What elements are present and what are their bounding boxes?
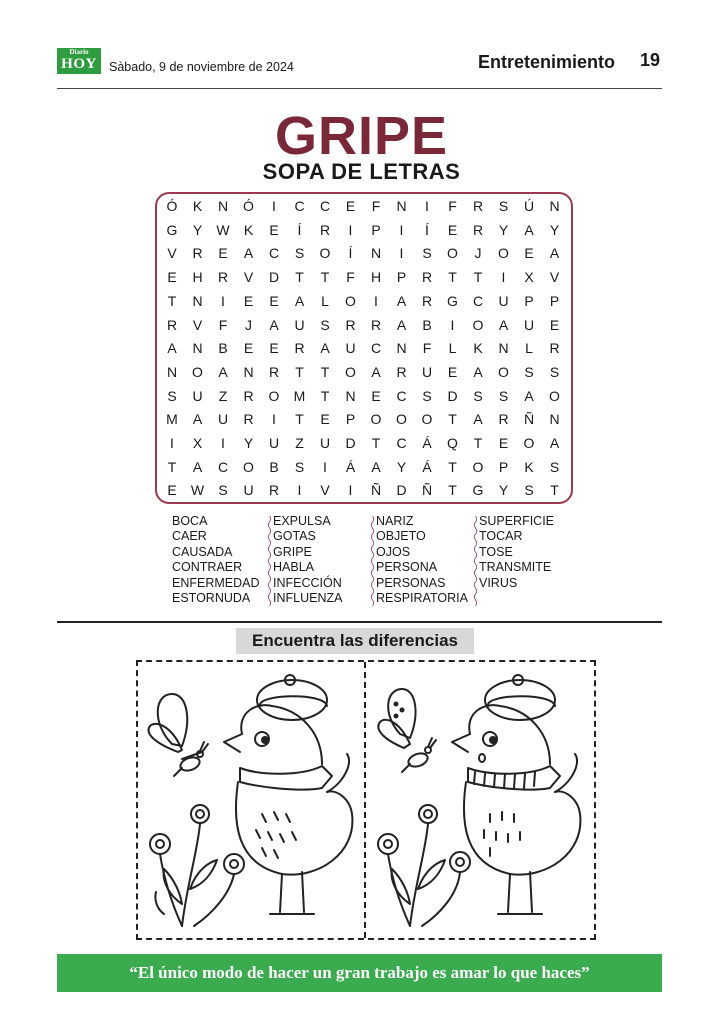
grid-letter: Y [243, 435, 254, 451]
grid-letter: E [498, 435, 509, 451]
grid-letter: C [370, 340, 382, 357]
grid-letter: E [269, 292, 279, 309]
grid-letter: Ú [523, 198, 535, 214]
grid-letter: R [294, 340, 305, 357]
grid-row [162, 407, 562, 431]
grid-letter: F [346, 269, 355, 286]
grid-letter: U [498, 292, 509, 309]
grid-letter: Í [348, 245, 353, 262]
grid-letter: P [498, 458, 509, 475]
grid-letter: T [448, 458, 457, 475]
grid-letter: N [498, 340, 509, 357]
grid-letter: A [192, 458, 203, 475]
word-list-item: INFLUENZA [273, 590, 343, 605]
grid-letter: E [269, 340, 279, 357]
grid-letter: A [320, 340, 330, 357]
word-list-item: TOSE [479, 544, 513, 559]
grid-letter: K [192, 198, 203, 214]
word-list-column-4 [479, 514, 554, 591]
grid-letter: E [371, 387, 381, 404]
grid-letter: I [399, 221, 404, 238]
grid-letter: V [549, 269, 560, 286]
flower-icon [378, 805, 470, 926]
grid-letter: E [320, 411, 330, 428]
grid-letter: F [218, 316, 228, 333]
word-list-item: HABLA [273, 560, 314, 575]
grid-letter: E [447, 363, 458, 380]
grid-letter: V [320, 482, 330, 499]
grid-letter: O [498, 363, 509, 380]
grid-letter: O [523, 435, 535, 451]
grid-letter: G [447, 292, 458, 309]
grid-letter: Á [422, 435, 432, 451]
grid-letter: S [422, 245, 432, 262]
grid-letter: A [524, 387, 534, 404]
logo-big-text: HOY [61, 56, 97, 72]
grid-letter: A [218, 363, 228, 380]
grid-row [162, 194, 562, 218]
grid-letter: Y [549, 221, 560, 238]
grid-letter: O [472, 458, 484, 475]
grid-row [162, 289, 562, 313]
grid-letter: K [524, 458, 534, 475]
grid-letter: S [498, 198, 509, 214]
grid-letter: I [297, 482, 302, 499]
section-divider [57, 621, 662, 623]
grid-letter: P [524, 292, 534, 309]
quote-banner: “El único modo de hacer un gran trabajo es amar lo que haces” [57, 954, 662, 992]
word-list-item: NARIZ [376, 514, 414, 528]
grid-letter: A [192, 411, 203, 428]
grid-letter: S [524, 482, 534, 499]
grid-letter: O [345, 292, 356, 309]
grid-letter: O [472, 316, 484, 333]
grid-letter: A [498, 316, 509, 333]
page-number: 19 [639, 50, 660, 70]
grid-letter: T [550, 482, 559, 499]
grid-letter: M [293, 387, 306, 404]
grid-letter: R [370, 316, 382, 333]
grid-letter: O [421, 411, 433, 428]
grid-letter: N [166, 363, 178, 380]
grid-letter: R [472, 198, 484, 214]
grid-letter: O [370, 411, 382, 428]
bird-icon [452, 675, 580, 914]
grid-letter: P [345, 411, 356, 428]
grid-letter: A [269, 316, 279, 333]
grid-letter: S [549, 458, 560, 475]
grid-letter: U [523, 316, 535, 333]
grid-letter: R [268, 363, 280, 380]
grid-letter: E [167, 269, 177, 286]
grid-letter: I [221, 435, 225, 451]
grid-letter: N [192, 292, 203, 309]
grid-letter: U [294, 316, 305, 333]
grid-letter: I [272, 411, 276, 428]
grid-row [162, 360, 562, 384]
grid-letter: U [268, 435, 280, 451]
word-list-item: CAUSADA [172, 544, 233, 559]
grid-letter: S [524, 363, 534, 380]
grid-letter: I [399, 245, 404, 262]
grid-letter: N [243, 363, 254, 380]
grid-letter: A [371, 363, 381, 380]
section-name: Entretenimiento [478, 52, 616, 72]
grid-letter: Í [425, 221, 429, 238]
grid-letter: I [374, 292, 378, 309]
grid-letter: A [243, 245, 254, 262]
wavy-divider [473, 516, 478, 606]
grid-letter: S [320, 316, 330, 333]
grid-letter: N [217, 198, 229, 214]
word-list-item: RESPIRATORIA [376, 590, 468, 605]
page-header [57, 48, 662, 89]
puzzle-subtitle: SOPA DE LETRAS [262, 159, 461, 184]
flower-icon [150, 805, 244, 926]
grid-letter: R [243, 387, 254, 404]
word-list-item: CONTRAER [172, 560, 243, 575]
grid-letter: T [295, 269, 304, 286]
grid-letter: V [192, 316, 203, 333]
grid-letter: A [294, 292, 305, 309]
grid-letter: A [371, 458, 381, 475]
grid-letter: N [345, 387, 356, 404]
grid-letter: L [525, 340, 533, 357]
grid-letter: J [245, 316, 252, 333]
grid-letter: Y [192, 221, 203, 238]
word-list-column-2 [273, 514, 342, 606]
differences-separator [364, 662, 366, 938]
word-list-column-1 [172, 514, 260, 606]
grid-letter: T [320, 363, 330, 380]
grid-letter: T [295, 363, 304, 380]
grid-letter: E [167, 482, 177, 499]
grid-letter: T [167, 458, 177, 475]
grid-letter: C [472, 292, 484, 309]
grid-letter: A [524, 221, 534, 238]
grid-letter: R [268, 482, 280, 499]
grid-letter: W [216, 221, 230, 238]
grid-letter: X [192, 435, 203, 451]
grid-letter: A [396, 316, 407, 333]
grid-letter: Z [218, 387, 228, 404]
grid-letter: S [294, 458, 305, 475]
grid-letter: G [166, 221, 178, 238]
grid-letter: A [396, 292, 407, 309]
grid-letter: E [447, 221, 458, 238]
grid-letter: Ñ [370, 482, 382, 499]
word-list-item: GRIPE [273, 544, 312, 559]
grid-row [162, 431, 562, 455]
word-list-item: ENFERMEDAD [172, 575, 260, 590]
grid-letter: O [396, 411, 407, 428]
grid-letter: R [396, 363, 407, 380]
grid-letter: D [345, 435, 356, 451]
grid-letter: L [321, 292, 329, 309]
grid-letter: A [549, 245, 560, 262]
word-list-item: SUPERFICIE [479, 514, 555, 528]
grid-letter: Á [422, 458, 432, 475]
grid-letter: C [268, 245, 280, 262]
word-list-item: TOCAR [479, 529, 523, 544]
grid-row [162, 265, 562, 289]
word-search-grid [155, 192, 573, 504]
grid-letter: G [472, 482, 484, 499]
grid-letter: O [549, 387, 560, 404]
grid-letter: H [370, 269, 382, 286]
grid-letter: R [498, 411, 509, 428]
grid-letter: E [345, 198, 356, 214]
grid-letter: S [422, 387, 432, 404]
grid-row [162, 336, 562, 360]
puzzle-title: GRIPE [274, 106, 449, 166]
grid-letter: R [472, 221, 484, 238]
grid-letter: H [192, 269, 203, 286]
grid-letter: S [549, 363, 560, 380]
grid-letter: D [447, 387, 458, 404]
grid-letter: S [167, 387, 177, 404]
grid-letter: V [243, 269, 254, 286]
grid-letter: I [501, 269, 506, 286]
grid-letter: I [272, 198, 276, 214]
grid-letter: A [549, 435, 560, 451]
grid-letter: O [243, 458, 254, 475]
bird-illustration-right [370, 664, 592, 936]
grid-letter: R [217, 269, 229, 286]
grid-letter: L [448, 340, 457, 357]
grid-row [162, 478, 562, 502]
grid-letter: C [217, 458, 229, 475]
grid-letter: Ó [166, 198, 178, 214]
grid-letter: V [167, 245, 177, 262]
word-list-item: EXPULSA [273, 514, 331, 528]
grid-letter: O [498, 245, 509, 262]
grid-letter: K [473, 340, 483, 357]
grid-letter: T [448, 411, 457, 428]
grid-letter: A [473, 363, 483, 380]
grid-letter: I [348, 221, 353, 238]
bird-icon [224, 675, 352, 914]
grid-letter: R [166, 316, 178, 333]
grid-letter: Ñ [523, 411, 535, 428]
word-list-item: BOCA [172, 514, 208, 528]
grid-letter: I [323, 458, 327, 475]
grid-letter: F [371, 198, 381, 214]
grid-letter: S [473, 387, 483, 404]
grid-letter: D [396, 482, 407, 499]
grid-letter: E [218, 245, 228, 262]
grid-row [162, 218, 562, 242]
grid-letter: T [167, 292, 177, 309]
grid-letter: T [320, 387, 330, 404]
grid-letter: O [192, 363, 203, 380]
grid-letter: Q [447, 435, 458, 451]
grid-letter: E [243, 292, 254, 309]
grid-letter: A [167, 340, 177, 357]
grid-letter: E [524, 245, 534, 262]
differences-title: Encuentra las diferencias [236, 628, 474, 654]
grid-letter: T [320, 269, 330, 286]
grid-letter: W [190, 482, 205, 499]
grid-letter: R [549, 340, 560, 357]
grid-letter: E [549, 316, 560, 333]
grid-letter: B [269, 458, 279, 475]
grid-row [162, 455, 562, 479]
grid-letter: Ó [243, 198, 254, 214]
grid-letter: F [422, 340, 432, 357]
grid-letter: K [243, 221, 254, 238]
grid-letter: C [396, 435, 407, 451]
grid-letter: Y [396, 458, 407, 475]
wavy-divider [370, 516, 375, 606]
grid-letter: I [348, 482, 353, 499]
grid-letter: C [294, 198, 305, 214]
grid-letter: Í [297, 221, 302, 238]
grid-letter: R [319, 221, 331, 238]
grid-letter: U [421, 363, 433, 380]
grid-letter: O [447, 245, 458, 262]
word-list-item: PERSONAS [376, 575, 446, 590]
grid-letter: U [319, 435, 331, 451]
grid-row [162, 313, 562, 337]
grid-letter: S [218, 482, 228, 499]
grid-letter: P [549, 292, 560, 309]
issue-date: Sàbado, 9 de noviembre de 2024 [109, 60, 294, 74]
grid-letter: R [243, 411, 254, 428]
grid-letter: R [192, 245, 203, 262]
grid-letter: C [396, 387, 407, 404]
grid-letter: M [166, 411, 178, 428]
grid-letter: O [268, 387, 280, 404]
word-list-item: GOTAS [273, 529, 316, 544]
grid-letter: T [473, 435, 483, 451]
butterfly-icon [149, 694, 208, 776]
word-list-item: INFECCIÓN [273, 575, 342, 590]
grid-letter: P [371, 221, 381, 238]
grid-letter: T [448, 269, 457, 286]
grid-letter: A [473, 411, 483, 428]
logo-small-text: Diario [69, 48, 89, 56]
grid-letter: X [524, 269, 534, 286]
grid-letter: N [549, 411, 560, 428]
grid-letter: B [218, 340, 228, 357]
bird-illustration-left [142, 664, 362, 936]
grid-letter: E [269, 221, 279, 238]
grid-letter: O [319, 245, 331, 262]
butterfly-icon [378, 689, 436, 772]
grid-letter: U [243, 482, 254, 499]
grid-letter: F [448, 198, 457, 214]
grid-letter: N [549, 198, 560, 214]
grid-letter: Y [498, 482, 509, 499]
word-list-column-3 [376, 514, 468, 606]
grid-letter: N [396, 198, 407, 214]
grid-letter: U [217, 411, 229, 428]
word-list-item: CAER [172, 529, 207, 544]
grid-letter: T [295, 411, 304, 428]
word-list-item: VIRUS [479, 575, 518, 590]
grid-letter: C [319, 198, 331, 214]
newspaper-logo [57, 48, 101, 74]
grid-row [162, 384, 562, 408]
word-list-item: ESTORNUDA [172, 590, 251, 605]
grid-letter: J [474, 245, 482, 262]
grid-letter: U [345, 340, 356, 357]
grid-letter: P [396, 269, 407, 286]
grid-letter: S [498, 387, 509, 404]
grid-letter: T [473, 269, 483, 286]
grid-letter: Ñ [421, 482, 433, 499]
grid-letter: S [294, 245, 305, 262]
grid-letter: D [268, 269, 280, 286]
grid-row [162, 241, 562, 265]
grid-letter: I [221, 292, 225, 309]
grid-letter: Y [498, 221, 509, 238]
grid-letter: E [243, 340, 254, 357]
grid-letter: I [450, 316, 455, 333]
word-list-item: OBJETO [376, 529, 426, 544]
grid-letter: R [421, 269, 433, 286]
grid-letter: Z [295, 435, 304, 451]
grid-letter: O [345, 363, 356, 380]
grid-letter: U [192, 387, 203, 404]
grid-letter: T [448, 482, 457, 499]
grid-letter: N [370, 245, 382, 262]
word-list-item: TRANSMITE [479, 560, 552, 575]
word-list-item: OJOS [376, 544, 411, 559]
grid-letter: R [421, 292, 433, 309]
grid-letter: N [396, 340, 407, 357]
grid-letter: R [345, 316, 356, 333]
grid-letter: N [192, 340, 203, 357]
grid-letter: I [170, 435, 174, 451]
grid-letter: T [371, 435, 381, 451]
grid-letter: Á [345, 458, 356, 475]
wavy-divider [267, 516, 272, 606]
grid-letter: B [422, 316, 432, 333]
grid-letter: I [425, 198, 429, 214]
word-list-item: PERSONA [376, 560, 438, 575]
